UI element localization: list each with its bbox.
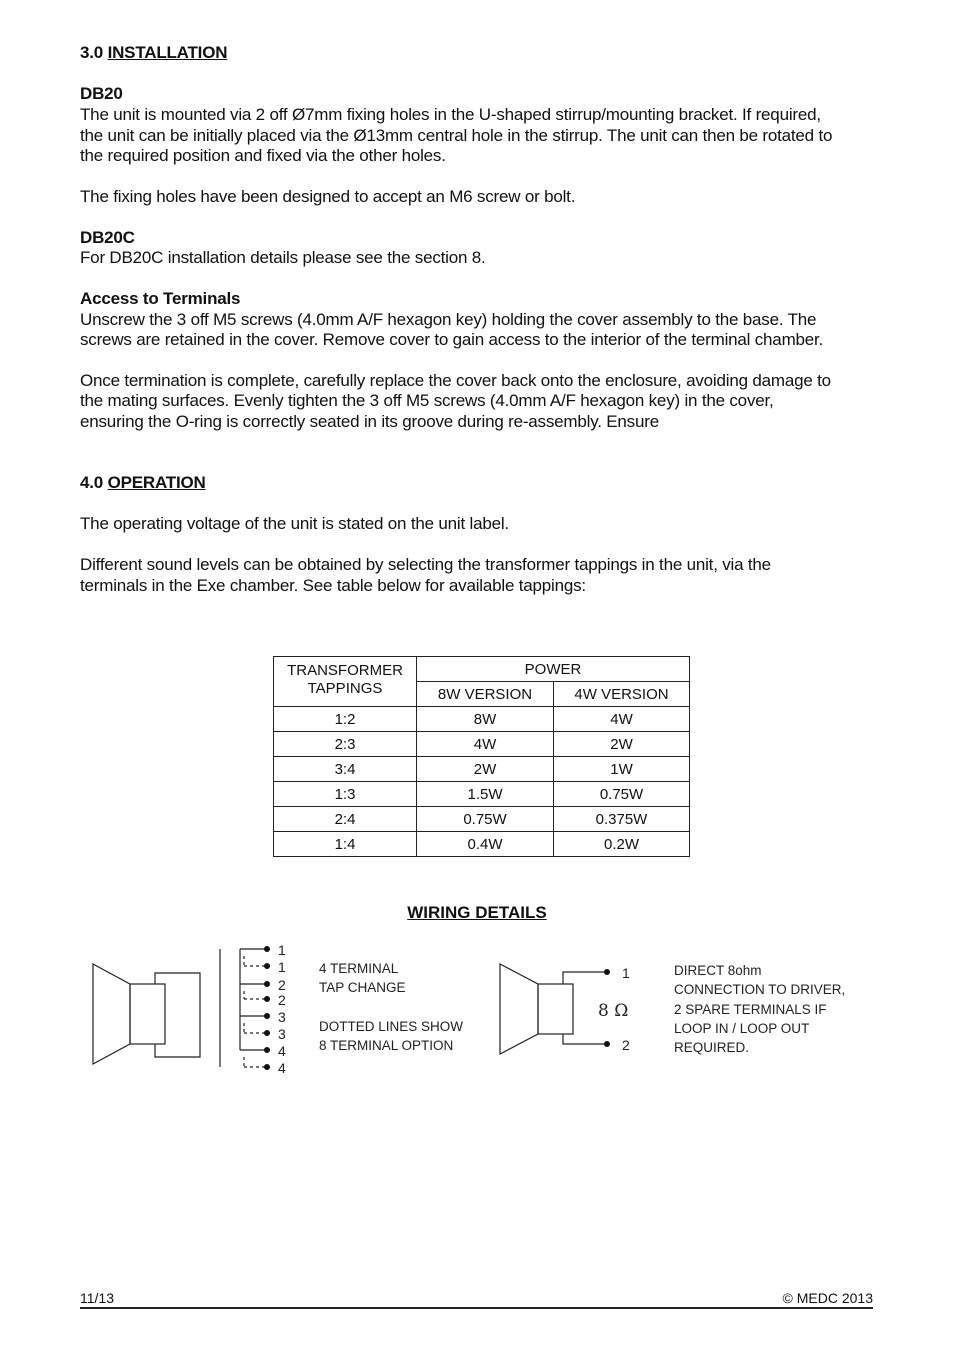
left-label-line: 8 TERMINAL OPTION: [319, 1038, 454, 1053]
page-number: 11/13: [80, 1290, 114, 1306]
ohm-label: 8 Ω: [598, 1001, 629, 1021]
power-8w-cell: 0.75W: [417, 807, 554, 832]
table-row: [274, 807, 690, 832]
table-row: [274, 832, 690, 857]
tap-cell: 1:4: [274, 832, 417, 857]
wiring-details-title: WIRING DETAILS: [407, 903, 547, 922]
tap-cell: 1:2: [274, 707, 417, 732]
section-title: OPERATION: [107, 473, 206, 492]
power-4w-cell: 4W: [554, 707, 690, 732]
power-8w-cell: 4W: [417, 732, 554, 757]
power-4w-cell: 1W: [554, 757, 690, 782]
right-label-line: LOOP IN / LOOP OUT: [674, 1021, 810, 1036]
power-8w-cell: 1.5W: [417, 782, 554, 807]
right-label-line: CONNECTION TO DRIVER,: [674, 982, 846, 997]
access-paragraph-line: screws are retained in the cover. Remove cover to gain access to the interior of the terminal chamber.: [80, 330, 824, 349]
terminal-number: 1: [278, 959, 286, 975]
tap-cell: 2:3: [274, 732, 417, 757]
col-8w-header: 8W VERSION: [417, 682, 554, 707]
power-8w-cell: 2W: [417, 757, 554, 782]
tappings-header: [274, 657, 417, 707]
left-label-line: TAP CHANGE: [319, 980, 406, 995]
operation-heading: [80, 473, 880, 494]
power-4w-cell: 0.2W: [554, 832, 690, 857]
termination-paragraph-line: ensuring the O-ring is correctly seated in its groove during re-assembly. Ensure: [80, 412, 659, 431]
wiring-diagram: [0, 940, 954, 1090]
terminal-number: 1: [622, 965, 630, 981]
power-8w-cell: 0.4W: [417, 832, 554, 857]
left-label-line: DOTTED LINES SHOW: [319, 1019, 464, 1034]
table-row: [274, 732, 690, 757]
terminal-number: 3: [278, 1026, 286, 1042]
termination-paragraph-line: the mating surfaces. Evenly tighten the 3 off M5 screws (4.0mm A/F hexagon key) in the cover,: [80, 391, 774, 410]
terminal-number: 2: [278, 977, 286, 993]
tappings-header-line: TRANSFORMER: [287, 662, 403, 679]
termination-paragraph-line: Once termination is complete, carefully replace the cover back onto the enclosure, avoiding damage to: [80, 371, 831, 390]
tappings-header-line: TAPPINGS: [307, 680, 383, 697]
fixing-note: The fixing holes have been designed to accept an M6 screw or bolt.: [80, 187, 576, 206]
right-label-line: REQUIRED.: [674, 1040, 750, 1055]
db20c-heading: DB20C: [80, 228, 135, 247]
table-row: [274, 757, 690, 782]
access-heading: Access to Terminals: [80, 289, 241, 308]
db20-paragraph-line: The unit is mounted via 2 off Ø7mm fixing holes in the U-shaped stirrup/mounting bracket. If required,: [80, 105, 821, 124]
terminal-number: 4: [278, 1043, 286, 1059]
terminal-block: [240, 946, 270, 1070]
levels-paragraph-line: terminals in the Exe chamber. See table below for available tappings:: [80, 576, 586, 595]
section-number: 4.0: [80, 473, 104, 492]
footer-rule: [80, 1307, 873, 1309]
speaker-symbol-right: [500, 964, 606, 1054]
levels-paragraph-line: Different sound levels can be obtained by selecting the transformer tappings in the unit, via the: [80, 555, 771, 574]
right-label-line: 2 SPARE TERMINALS IF: [674, 1002, 827, 1017]
db20-paragraph-line: the unit can be initially placed via the Ø13mm central hole in the stirrup. The unit can then be rotated to: [80, 126, 833, 145]
db20-paragraph-line: the required position and fixed via the other holes.: [80, 146, 446, 165]
copyright: © MEDC 2013: [782, 1290, 873, 1306]
terminal-number: 2: [278, 992, 286, 1008]
installation-heading: [80, 43, 880, 64]
power-8w-cell: 8W: [417, 707, 554, 732]
left-label-line: 4 TERMINAL: [319, 961, 399, 976]
section-title: INSTALLATION: [107, 43, 228, 62]
col-4w-header: 4W VERSION: [554, 682, 690, 707]
voltage-text: The operating voltage of the unit is stated on the unit label.: [80, 514, 509, 533]
tap-cell: 1:3: [274, 782, 417, 807]
power-4w-cell: 2W: [554, 732, 690, 757]
power-header: POWER: [417, 657, 690, 682]
db20-heading: DB20: [80, 84, 123, 103]
table-row: [274, 707, 690, 732]
terminal-number: 4: [278, 1060, 286, 1076]
db20c-text: For DB20C installation details please see the section 8.: [80, 248, 486, 267]
tap-cell: 2:4: [274, 807, 417, 832]
power-4w-cell: 0.75W: [554, 782, 690, 807]
tappings-table: [273, 656, 690, 857]
access-paragraph-line: Unscrew the 3 off M5 screws (4.0mm A/F hexagon key) holding the cover assembly to the base. The: [80, 310, 817, 329]
power-4w-cell: 0.375W: [554, 807, 690, 832]
terminal-number: 1: [278, 942, 286, 958]
speaker-symbol-left: [93, 964, 200, 1064]
table-row: [274, 782, 690, 807]
terminal-number: 2: [622, 1037, 630, 1053]
terminal-number: 3: [278, 1009, 286, 1025]
section-number: 3.0: [80, 43, 104, 62]
tap-cell: 3:4: [274, 757, 417, 782]
right-label-line: DIRECT 8ohm: [674, 963, 762, 978]
